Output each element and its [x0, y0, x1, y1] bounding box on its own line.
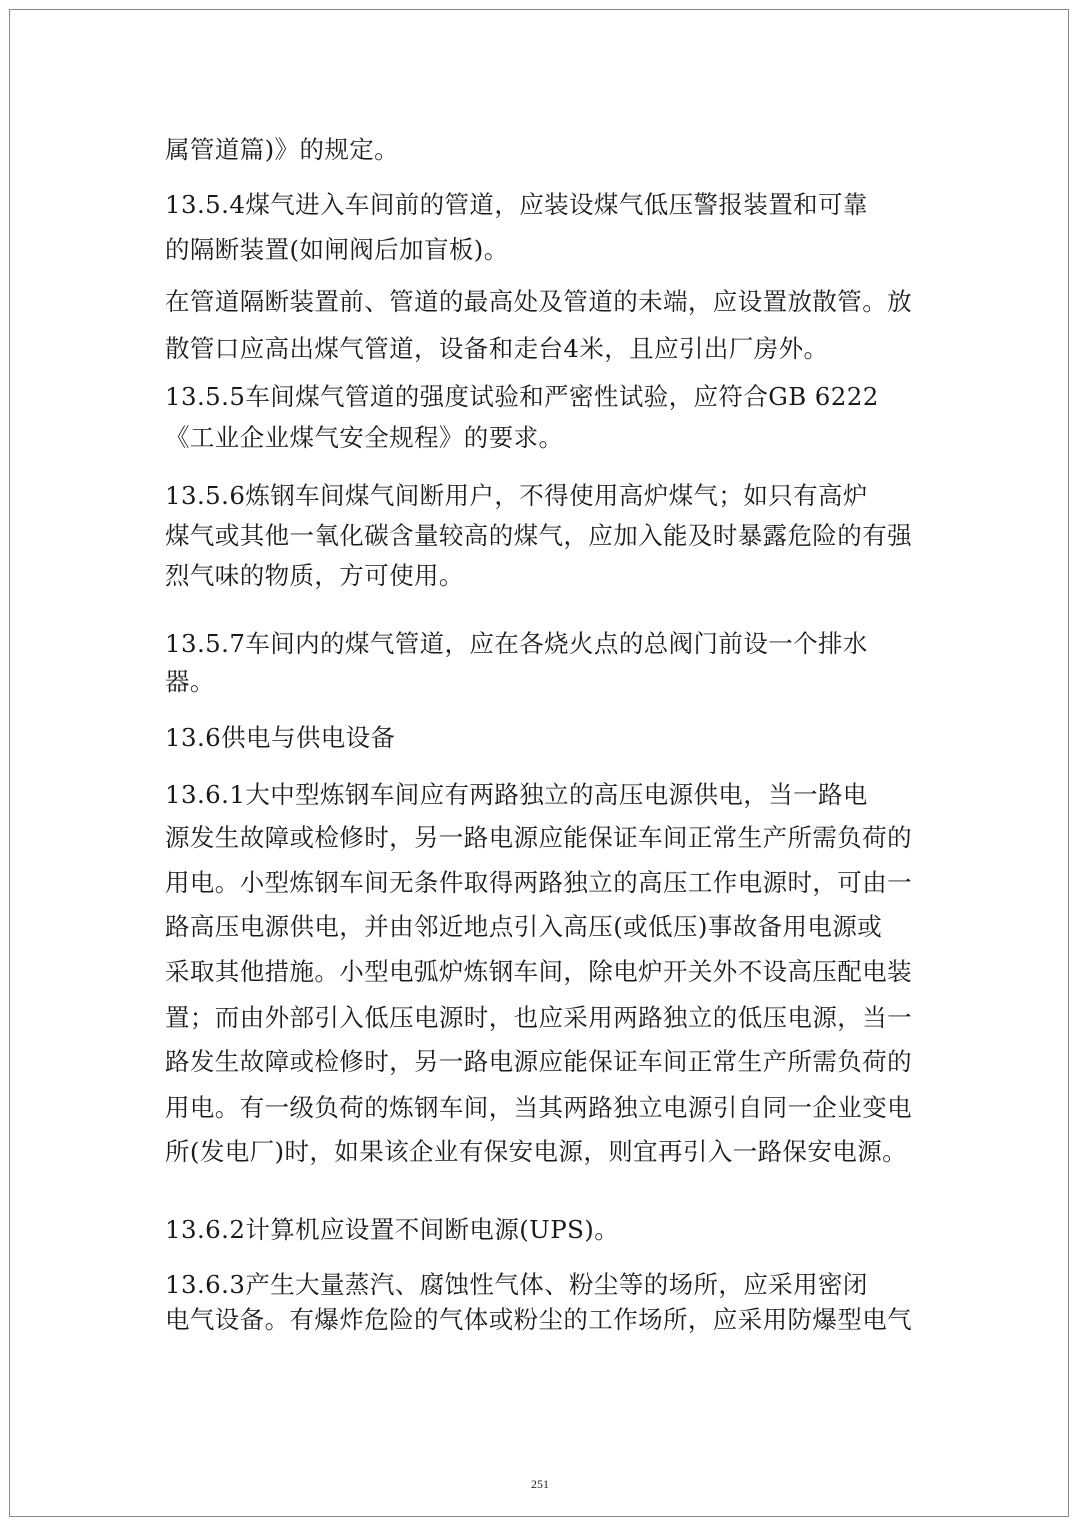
text-line: 在管道隔断装置前、管道的最高处及管道的未端，应设置放散管。放 — [165, 287, 912, 316]
text-line: 采取其他措施。小型电弧炉炼钢车间，除电炉开关外不设高压配电装 — [165, 957, 912, 986]
text-line: 的隔断装置(如闸阀后加盲板)。 — [165, 235, 509, 264]
text-line: 《工业企业煤气安全规程》的要求。 — [165, 423, 564, 452]
text-line: 13.5.5车间煤气管道的强度试验和严密性试验，应符合GB 6222 — [165, 382, 879, 411]
text-line: 路发生故障或检修时，另一路电源应能保证车间正常生产所需负荷的 — [165, 1047, 912, 1076]
text-line: 13.5.7车间内的煤气管道，应在各烧火点的总阀门前设一个排水 — [165, 629, 868, 658]
text-line: 用电。有一级负荷的炼钢车间，当其两路独立电源引自同一企业变电 — [165, 1093, 912, 1122]
text-line: 13.6.1大中型炼钢车间应有两路独立的高压电源供电，当一路电 — [165, 780, 868, 809]
text-line: 13.6.2计算机应设置不间断电源(UPS)。 — [165, 1215, 620, 1244]
text-line: 散管口应高出煤气管道，设备和走台4米，且应引出厂房外。 — [165, 334, 829, 363]
text-line: 属管道篇)》的规定。 — [165, 135, 400, 164]
section-heading: 13.6供电与供电设备 — [165, 723, 396, 752]
page-number: 251 — [531, 1477, 549, 1491]
text-line: 用电。小型炼钢车间无条件取得两路独立的高压工作电源时，可由一 — [165, 868, 912, 897]
text-line: 器。 — [165, 667, 215, 696]
text-line: 路高压电源供电，并由邻近地点引入高压(或低压)事故备用电源或 — [165, 912, 883, 941]
text-line: 置；而由外部引入低压电源时，也应采用两路独立的低压电源，当一 — [165, 1003, 912, 1032]
text-line: 烈气味的物质，方可使用。 — [165, 561, 464, 590]
text-line: 13.6.3产生大量蒸汽、腐蚀性气体、粉尘等的场所，应采用密闭 — [165, 1270, 868, 1299]
text-line: 源发生故障或检修时，另一路电源应能保证车间正常生产所需负荷的 — [165, 823, 912, 852]
text-line: 煤气或其他一氧化碳含量较高的煤气，应加入能及时暴露危险的有强 — [165, 521, 912, 550]
text-line: 电气设备。有爆炸危险的气体或粉尘的工作场所，应采用防爆型电气 — [165, 1305, 912, 1334]
text-line: 13.5.6炼钢车间煤气间断用户，不得使用高炉煤气；如只有高炉 — [165, 481, 868, 510]
text-line: 所(发电厂)时，如果该企业有保安电源，则宜再引入一路保安电源。 — [165, 1137, 908, 1166]
text-line: 13.5.4煤气进入车间前的管道，应装设煤气低压警报装置和可靠 — [165, 190, 868, 219]
